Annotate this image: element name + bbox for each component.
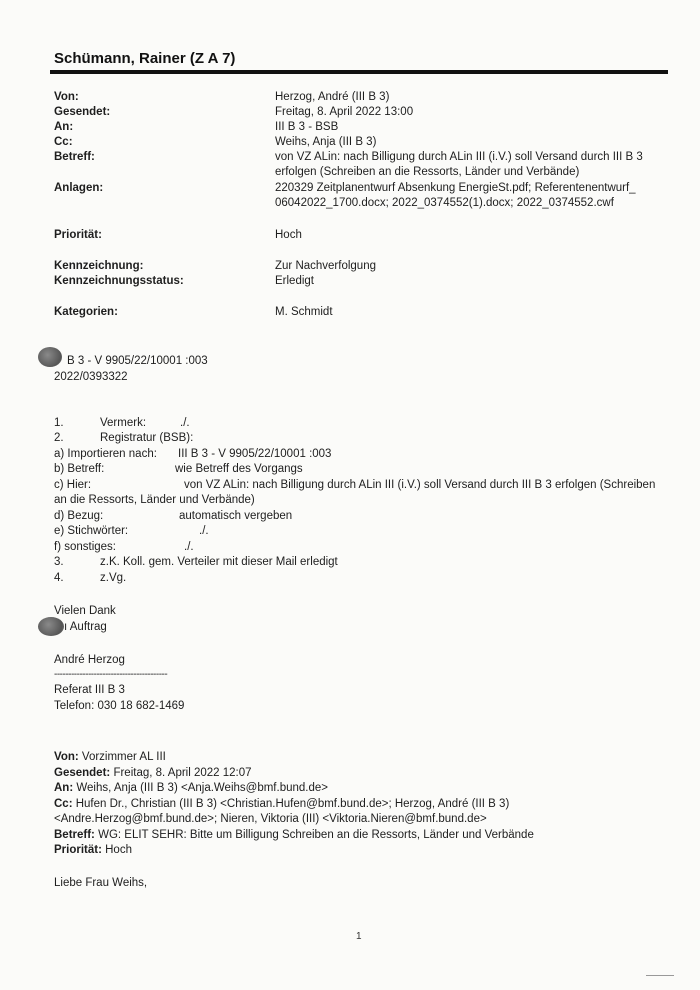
fwd-gesendet-label: Gesendet:	[54, 767, 111, 779]
body-item-1	[54, 416, 190, 432]
scan-edge-mark	[646, 975, 674, 976]
signature-telefon: Telefon: 030 18 682-1469	[54, 700, 185, 712]
body-item-3	[54, 555, 338, 571]
item-label: d) Bezug:	[54, 510, 104, 522]
cc-label: Cc:	[54, 136, 73, 148]
scan-blot	[38, 347, 62, 367]
fwd-prioritaet-label: Priorität:	[54, 844, 102, 856]
von-label: Von:	[54, 91, 79, 103]
betreff-label: Betreff:	[54, 151, 95, 163]
item-value: von VZ ALin: nach Billigung durch ALin III (i.V.) soll Versand durch III B 3 erfolgen (Schreiben	[184, 479, 656, 491]
fwd-cc-value-line2: <Andre.Herzog@bmf.bund.de>; Nieren, Viktoria (III) <Viktoria.Nieren@bmf.bund.de>	[54, 813, 487, 825]
body-item-4	[54, 571, 126, 587]
fwd-an-value: Weihs, Anja (III B 3) <Anja.Weihs@bmf.bund.de>	[76, 782, 328, 794]
body-item-e	[54, 524, 209, 540]
kennzeichnung-value: Zur Nachverfolgung	[275, 260, 376, 272]
fwd-greeting: Liebe Frau Weihs,	[54, 877, 148, 889]
signature-referat: Referat III B 3	[54, 684, 125, 696]
item-label: Registratur (BSB):	[100, 432, 194, 444]
item-number: 3.	[54, 556, 64, 568]
gesendet-label: Gesendet:	[54, 106, 111, 118]
item-value: wie Betreff des Vorgangs	[175, 463, 303, 475]
item-value: ./.	[180, 417, 190, 429]
mailbox-owner: Schümann, Rainer (Z A 7)	[54, 50, 236, 67]
item-value: ./.	[199, 525, 209, 537]
item-number: 1.	[54, 417, 64, 429]
fwd-betreff	[54, 828, 534, 844]
item-value: III B 3 - V 9905/22/10001 :003	[178, 448, 332, 460]
fwd-von-label: Von:	[54, 751, 79, 763]
gesendet-value: Freitag, 8. April 2022 13:00	[275, 106, 414, 118]
fwd-an	[54, 781, 328, 797]
cc-value: Weihs, Anja (III B 3)	[275, 136, 377, 148]
an-value: III B 3 - BSB	[275, 121, 339, 133]
prioritaet-label: Priorität:	[54, 229, 102, 241]
body-item-c-continued: an die Ressorts, Länder und Verbände)	[54, 494, 255, 506]
signature-divider: ----------------------------------------	[54, 669, 168, 680]
item-label: b) Betreff:	[54, 463, 105, 475]
page-number: 1	[356, 931, 362, 942]
betreff-value-line1: von VZ ALin: nach Billigung durch ALin III (i.V.) soll Versand durch III B 3	[275, 151, 643, 163]
fwd-cc	[54, 797, 509, 813]
fwd-cc-value-line1: Hufen Dr., Christian (III B 3) <Christian.Hufen@bmf.bund.de>; Herzog, André (III B 3)	[75, 798, 510, 810]
body-item-f	[54, 540, 194, 556]
item-number: 4.	[54, 572, 64, 584]
item-number: 2.	[54, 432, 64, 444]
kennzeichnung-label: Kennzeichnung:	[54, 260, 144, 272]
anlagen-value-line2: 06042022_1700.docx; 2022_0374552(1).docx; 2022_0374552.cwf	[275, 197, 614, 209]
closing-thanks: Vielen Dank	[54, 605, 116, 617]
kennzeichnungsstatus-value: Erledigt	[275, 275, 314, 287]
reference-number: B 3 - V 9905/22/10001 :003	[67, 355, 208, 367]
item-label: z.K. Koll. gem. Verteiler mit dieser Mail erledigt	[100, 556, 338, 568]
item-label: a) Importieren nach:	[54, 448, 157, 460]
an-label: An:	[54, 121, 74, 133]
body-item-d	[54, 509, 292, 525]
header-rule	[50, 70, 668, 74]
item-label: e) Stichwörter:	[54, 525, 129, 537]
anlagen-label: Anlagen:	[54, 182, 104, 194]
fwd-von	[54, 750, 166, 766]
signature-name: André Herzog	[54, 654, 125, 666]
fwd-prioritaet-value: Hoch	[105, 844, 132, 856]
fwd-cc-label: Cc:	[54, 798, 73, 810]
body-item-b	[54, 462, 303, 478]
item-value: automatisch vergeben	[179, 510, 293, 522]
prioritaet-value: Hoch	[275, 229, 302, 241]
item-label: z.Vg.	[100, 572, 127, 584]
kategorien-label: Kategorien:	[54, 306, 118, 318]
scan-blot	[38, 617, 64, 636]
body-item-a	[54, 447, 331, 463]
fwd-von-value: Vorzimmer AL III	[81, 751, 166, 763]
fwd-gesendet	[54, 766, 252, 782]
anlagen-value-line1: 220329 Zeitplanentwurf Absenkung EnergieSt.pdf; Referentenentwurf_	[275, 182, 636, 194]
item-value: ./.	[184, 541, 194, 553]
betreff-value-line2: erfolgen (Schreiben an die Ressorts, Länder und Verbände)	[275, 166, 580, 178]
kennzeichnungsstatus-label: Kennzeichnungsstatus:	[54, 275, 184, 287]
fwd-an-label: An:	[54, 782, 74, 794]
item-label: Vermerk:	[100, 417, 147, 429]
fwd-betreff-value: WG: ELIT SEHR: Bitte um Billigung Schreiben an die Ressorts, Länder und Verbände	[98, 829, 534, 841]
fwd-betreff-label: Betreff:	[54, 829, 95, 841]
fwd-prioritaet	[54, 843, 132, 859]
body-item-2	[54, 431, 193, 447]
closing-auftrag: ı Auftrag	[64, 621, 107, 633]
item-label: f) sonstiges:	[54, 541, 116, 553]
body-item-c	[54, 478, 655, 494]
fwd-gesendet-value: Freitag, 8. April 2022 12:07	[113, 767, 252, 779]
von-value: Herzog, André (III B 3)	[275, 91, 390, 103]
kategorien-value: M. Schmidt	[275, 306, 333, 318]
item-label: c) Hier:	[54, 479, 92, 491]
reference-id: 2022/0393322	[54, 371, 128, 383]
